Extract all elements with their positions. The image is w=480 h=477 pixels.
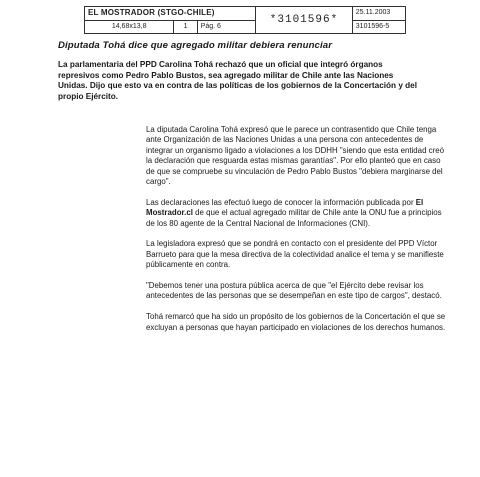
paragraph-2-start: Las declaraciones las efectuó luego de conocer la información publicada por bbox=[146, 197, 416, 207]
paragraph-4: "Debemos tener una postura pública acerca de que "el Ejército debe revisar los antecedentes de las personas que se desempeñan en este tipo de cargos", destacó. bbox=[146, 281, 442, 301]
clipping-size: 14,68x13,8 bbox=[85, 20, 174, 34]
paragraph-3: La legisladora expresó que se pondrá en contacto con el presidente del PPD Víctor Barrueto para que la mesa directiva de la colectividad analice el tema y se manifieste públicamente en contra. bbox=[146, 239, 444, 270]
paragraph-2-end: de que el actual agregado militar de Chile ante la ONU fue a principios de los 80 agente de la Central Nacional de Informaciones (CNI). bbox=[146, 208, 442, 228]
clipping-header bbox=[84, 6, 406, 34]
article-headline: Diputada Tohá dice que agregado militar debiera renunciar bbox=[58, 40, 333, 51]
clipping-code: *3101596* bbox=[256, 7, 353, 34]
article-lead: La parlamentaria del PPD Carolina Tohá rechazó que un oficial que integró órganos represivos como Pedro Pablo Bustos, sea agregado militar de Chile ante las Naciones Unidas. Dijo que esto va en contra de las políticas de los gobiernos de la Concertación y del propio Ejército. bbox=[58, 60, 417, 101]
paragraph-1: La diputada Carolina Tohá expresó que le parece un contrasentido que Chile tenga ante Organización de las Naciones Unidas a una persona con antecedentes de integrar un organismo ligado a violaciones a los DDHH "siendo que esta entidad creó la declaración que resguarda estas mismas garantías". Por ello planteó que en caso de que se compruebe su vinculación de Pedro Pablo Bustos "debiera marginarse del cargo". bbox=[146, 125, 444, 187]
source-link-text: El Mostrador.cl bbox=[146, 197, 424, 218]
article-body bbox=[146, 125, 446, 343]
clipping-column: 1 bbox=[174, 20, 197, 34]
clipping-page: Pág. 6 bbox=[197, 20, 255, 34]
paragraph-2 bbox=[146, 198, 446, 229]
clipping-ref: 3101596-5 bbox=[352, 20, 405, 34]
clipping-date: 25.11.2003 bbox=[352, 7, 405, 21]
source-name: EL MOSTRADOR (STGO-CHILE) bbox=[85, 7, 256, 21]
paragraph-5: Tohá remarcó que ha sido un propósito de los gobiernos de la Concertación el que se excluyan a personas que hayan participado en violaciones de los derechos humanos. bbox=[146, 312, 446, 332]
